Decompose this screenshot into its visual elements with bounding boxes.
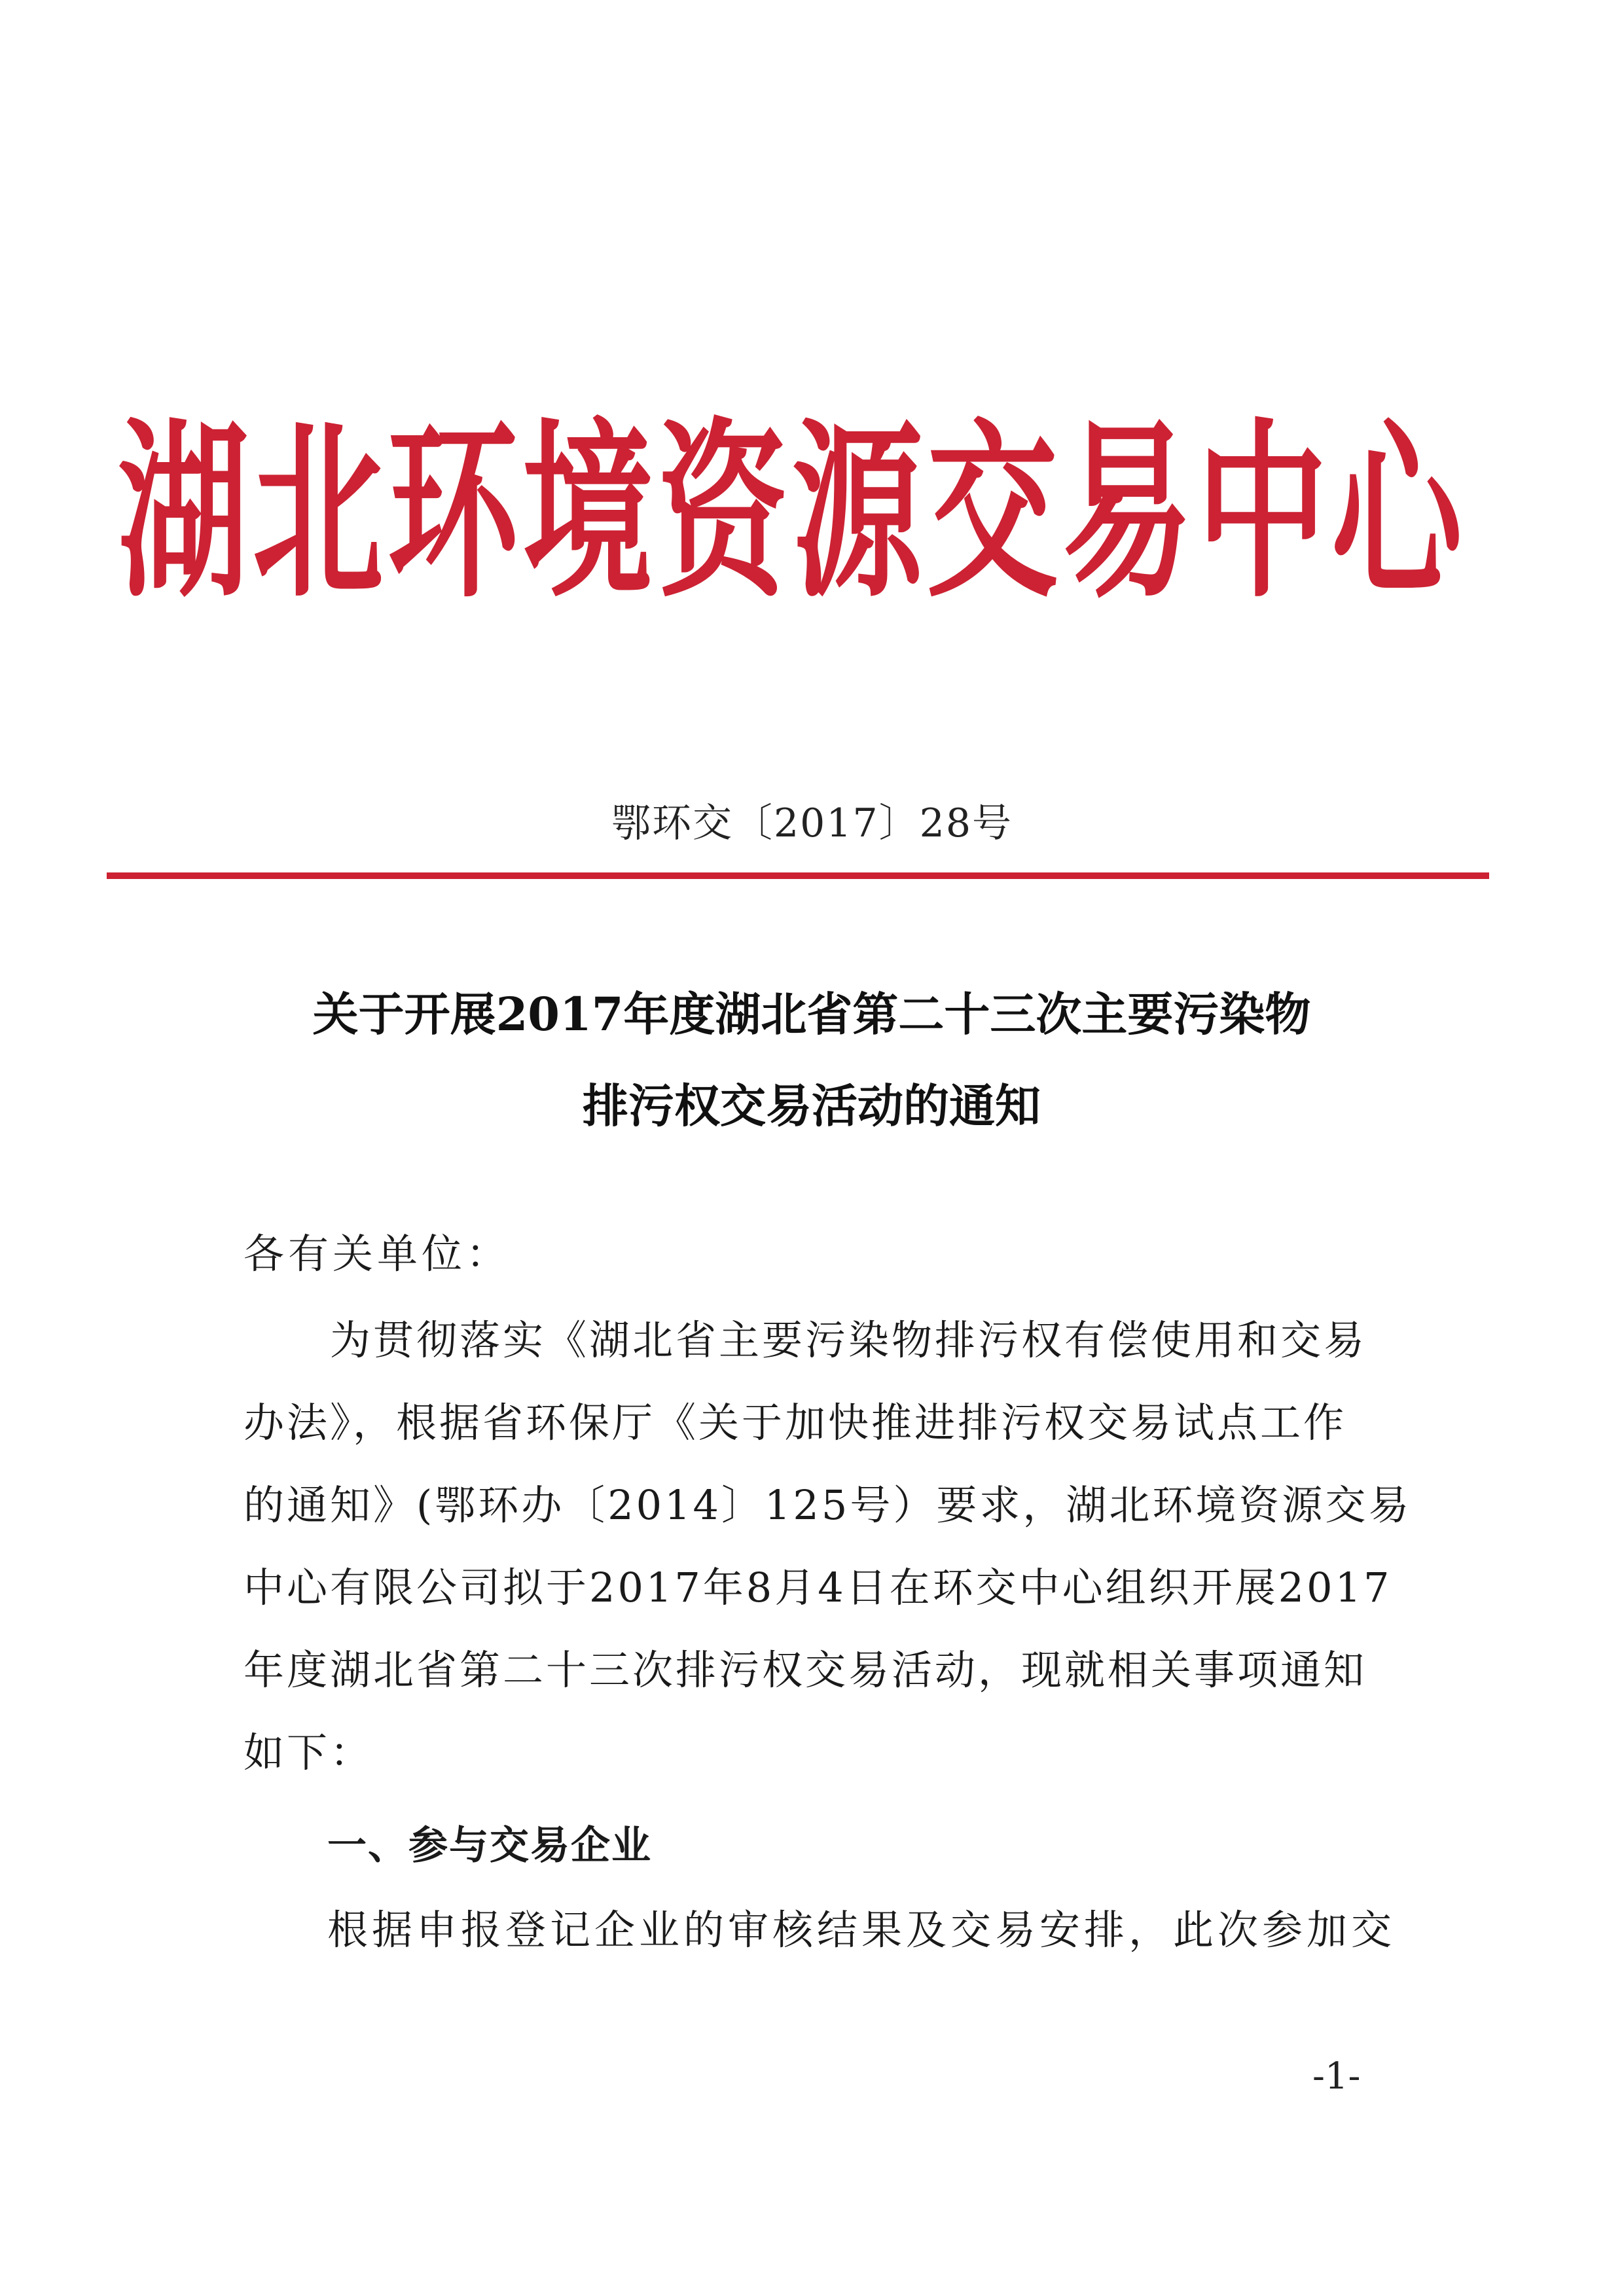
page-number: -1-: [1312, 2055, 1361, 2098]
title-line-1: 关于开展2017年度湖北省第二十三次主要污染物: [312, 987, 1311, 1041]
salutation: 各有关单位：: [244, 1230, 511, 1278]
body-line: 年度湖北省第二十三次排污权交易活动，现就相关事项通知: [244, 1646, 1367, 1694]
body-line: 如下：: [244, 1729, 374, 1776]
body-paragraph: [244, 1299, 1412, 1794]
section-paragraph: 根据申报登记企业的审核结果及交易安排，此次参加交: [327, 1906, 1396, 1954]
section-heading-participants: 一、参与交易企业: [327, 1823, 652, 1869]
title-line-2: 排污权交易活动的通知: [583, 1079, 1041, 1133]
body-line: 为贯彻落实《湖北省主要污染物排污权有偿使用和交易: [244, 1316, 1367, 1364]
organization-header: 湖北环境资源交易中心: [117, 403, 1466, 624]
body-line: 中心有限公司拟于2017年8月4日在环交中心组织开展2017: [244, 1564, 1392, 1611]
body-line: 的通知》(鄂环办〔2014〕125号）要求，湖北环境资源交易: [244, 1481, 1412, 1529]
body-line: 办法》，根据省环保厅《关于加快推进排污权交易试点工作: [244, 1399, 1347, 1446]
document-title: [131, 969, 1492, 1152]
red-divider-line: [107, 872, 1489, 879]
document-number: 鄂环交〔2017〕28号: [611, 800, 1013, 846]
